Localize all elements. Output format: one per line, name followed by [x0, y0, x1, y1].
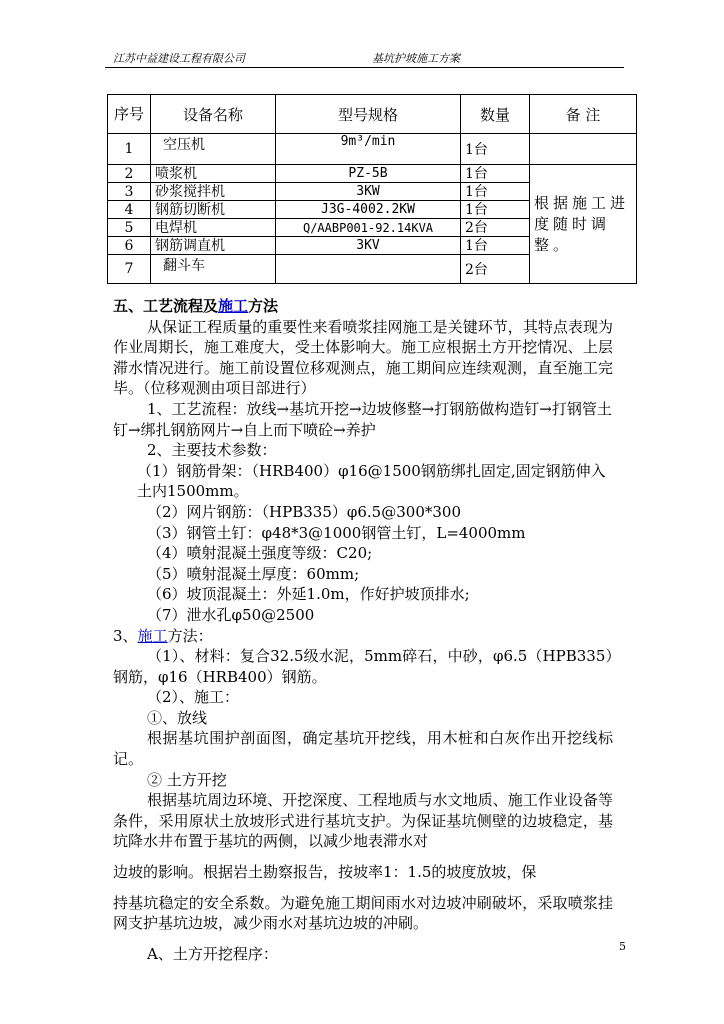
- step2-text-c: 持基坑稳定的安全系数。为避免施工期间雨水对边坡冲刷破坏，采取喷浆挂网支护基坑边坡，减少雨水对基坑边坡的冲刷。: [113, 893, 613, 933]
- row-name: 翻斗车: [151, 255, 276, 284]
- table-note: 根据施工进度随时调整。: [530, 165, 637, 284]
- section-title-prefix: 五、工艺流程及: [113, 297, 219, 315]
- row-no: 4: [108, 201, 151, 219]
- row-qty: 1台: [461, 165, 530, 183]
- tech-title: 2、主要技术参数：: [147, 441, 277, 460]
- tech-item-1: （1）钢筋骨架：（HRB400）φ16@1500钢筋绑扎固定,固定钢筋伸入土内1500mm。: [137, 461, 606, 501]
- page-number: 5: [619, 940, 626, 953]
- construct-title: （2）、施工：: [147, 688, 240, 707]
- row-qty: 2台: [461, 219, 530, 237]
- row-qty: 1台: [461, 201, 530, 219]
- row-no: 1: [108, 134, 151, 165]
- row-no: 2: [108, 165, 151, 183]
- row-no: 5: [108, 219, 151, 237]
- header-cell-model: 型号规格: [276, 95, 461, 134]
- header-cell-note: 备 注: [530, 95, 637, 134]
- header-divider: [105, 67, 624, 68]
- row-name: 钢筋调直机: [151, 237, 276, 255]
- method-title-prefix: 3、: [113, 626, 138, 645]
- row-name: 钢筋切断机: [151, 201, 276, 219]
- tech-item-6: （6）坡顶混凝土：外延1.0m，作好护坡顶排水;: [147, 585, 470, 604]
- row-qty: 2台: [461, 255, 530, 284]
- tech-item-7: （7）泄水孔φ50@2500: [147, 605, 315, 624]
- document-body: [113, 296, 613, 964]
- header-cell-no: 序号: [108, 95, 151, 134]
- step2-text-b: 边坡的影响。根据岩土勘察报告，按坡率1：1.5的坡度放坡，保: [113, 863, 537, 882]
- row-no: 3: [108, 183, 151, 201]
- row-no: 6: [108, 237, 151, 255]
- row-qty: 1台: [461, 237, 530, 255]
- header-doc-title: 基坑护坡施工方案: [372, 52, 460, 65]
- table-header-row: [108, 95, 637, 134]
- row-no: 7: [108, 255, 151, 284]
- material-paragraph: （1）、材料：复合32.5级水泥，5mm碎石，中砂，φ6.5（HPB335）钢筋，φ16（HRB400）钢筋。: [113, 647, 613, 686]
- tech-item-4: （4）喷射混凝土强度等级：C20;: [147, 544, 373, 563]
- step1-title: ①、放线: [147, 708, 208, 727]
- row-name: 电焊机: [151, 219, 276, 237]
- note-blank-cell: [530, 134, 637, 165]
- step1-text: 根据基坑围护剖面图，确定基坑开挖线，用木桩和白灰作出开挖线标记。: [113, 729, 613, 769]
- row-model: J3G-4002.2KW: [276, 201, 461, 219]
- step2-text-a: 根据基坑周边环境、开挖深度、工程地质与水文地质、施工作业设备等条件，采用原状土放坡形式进行基坑支护。为保证基坑侧壁的边坡稳定，基坑降水井布置于基坑的两侧，以减少地表滞水对: [113, 791, 613, 851]
- table-row: [108, 134, 637, 165]
- section-title-link[interactable]: 施工: [218, 297, 249, 315]
- row-qty: 1台: [461, 183, 530, 201]
- section-title: [113, 296, 613, 317]
- row-model: PZ-5B: [276, 165, 461, 183]
- method-title-link[interactable]: 施工: [137, 626, 168, 645]
- header-cell-qty: 数量: [461, 95, 530, 134]
- row-model: [276, 255, 461, 284]
- flow-paragraph: 1、工艺流程：放线→基坑开挖→边坡修整→打钢筋做构造钉→打钢管土钉→绑扎钢筋网片→自上而下喷砼→养护: [113, 399, 612, 439]
- section-title-suffix: 方法: [248, 297, 279, 315]
- step2-title: ② 土方开挖: [147, 770, 227, 789]
- tech-item-3: （3）钢管土钉：φ48*3@1000钢管土钉，L=4000mm: [147, 523, 526, 542]
- table-row: [108, 165, 637, 183]
- method-title: [113, 626, 613, 647]
- row-name: 空压机: [151, 134, 276, 165]
- tech-item-2: （2）网片钢筋：（HPB335）φ6.5@300*300: [147, 502, 461, 521]
- row-model: 9m³/min: [276, 134, 461, 165]
- tech-item-5: （5）喷射混凝土厚度：60mm;: [147, 564, 360, 583]
- row-name: 砂浆搅拌机: [151, 183, 276, 201]
- row-name: 喷浆机: [151, 165, 276, 183]
- row-model: 3KV: [276, 237, 461, 255]
- row-qty: 1台: [461, 134, 530, 165]
- intro-paragraph: 从保证工程质量的重要性来看喷浆挂网施工是关键环节，其特点表现为作业周期长，施工难度大，受土体影响大。施工应根据土方开挖情况、上层滞水情况进行。施工前设置位移观测点，施工期间应连续观测，直至施工完毕。（位移观测由项目部进行）: [113, 317, 613, 398]
- header-cell-name: 设备名称: [151, 95, 276, 134]
- row-model: 3KW: [276, 183, 461, 201]
- equipment-table: [107, 94, 637, 284]
- step-a-title: A、土方开挖程序：: [147, 944, 278, 963]
- row-model: Q/AABP001-92.14KVA: [276, 219, 461, 237]
- method-title-suffix: 方法：: [167, 626, 213, 645]
- header-company: 江苏中益建设工程有限公司: [113, 52, 245, 65]
